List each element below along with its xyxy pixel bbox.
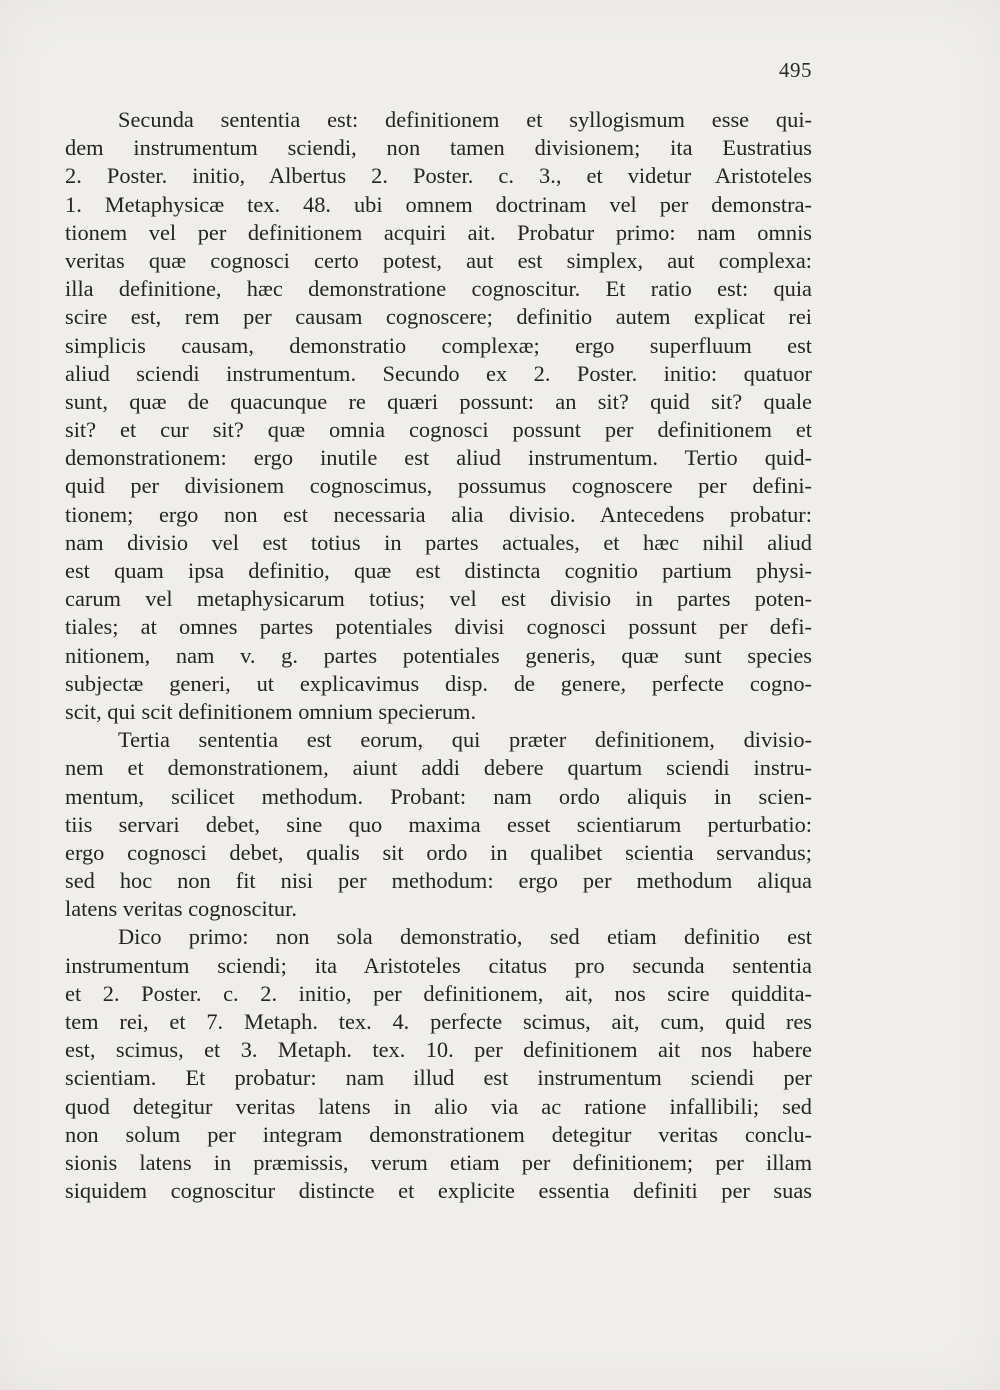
text-line: sionis latens in præmissis, verum etiam per definitionem; per illam xyxy=(65,1149,812,1175)
text-line: veritas quæ cognosci certo potest, aut est simplex, aut complexa: xyxy=(65,247,812,273)
text-line: scientiam. Et probatur: nam illud est instrumentum sciendi per xyxy=(65,1065,812,1091)
text-line: quod detegitur veritas latens in alio via ac ratione infallibili; sed xyxy=(65,1093,812,1119)
text-line: subjectæ generi, ut explicavimus disp. de genere, perfecte cogno- xyxy=(65,670,812,696)
text-line: sit? et cur sit? quæ omnia cognosci possunt per definitionem et xyxy=(65,417,812,443)
text-line: aliud sciendi instrumentum. Secundo ex 2. Poster. initio: quatuor xyxy=(65,360,812,386)
text-line: tionem; ergo non est necessaria alia divisio. Antecedens probatur: xyxy=(65,501,812,527)
text-line: tem rei, et 7. Metaph. tex. 4. perfecte scimus, ait, cum, quid res xyxy=(65,1009,812,1034)
text-line: est, scimus, et 3. Metaph. tex. 10. per definitionem ait nos habere xyxy=(65,1037,812,1063)
text-line: Secunda sententia est: definitionem et syllogismum esse qui- xyxy=(118,107,812,132)
text-line: quid per divisionem cognoscimus, possumus cognoscere per defini- xyxy=(65,473,812,499)
text-line: non solum per integram demonstrationem detegitur veritas conclu- xyxy=(65,1121,812,1147)
text-line: tiales; at omnes partes potentiales divisi cognosci possunt per defi- xyxy=(65,614,812,640)
text-line: latens veritas cognoscitur. xyxy=(65,896,297,922)
text-line: nam divisio vel est totius in partes actuales, et hæc nihil aliud xyxy=(65,529,812,555)
text-line: tionem vel per definitionem acquiri ait. Probatur primo: nam omnis xyxy=(65,219,812,245)
text-line: 1. Metaphysicæ tex. 48. ubi omnem doctrinam vel per demonstra- xyxy=(65,191,812,217)
text-line: sed hoc non fit nisi per methodum: ergo per methodum aliqua xyxy=(65,868,812,894)
text-line: nem et demonstrationem, aiunt addi debere quartum sciendi instru- xyxy=(65,755,812,781)
text-line: tiis servari debet, sine quo maxima esset scientiarum perturbatio: xyxy=(65,811,812,837)
text-line: scire est, rem per causam cognoscere; definitio autem explicat rei xyxy=(65,304,812,330)
text-line: 2. Poster. initio, Albertus 2. Poster. c. 3., et videtur Aristoteles xyxy=(65,163,812,189)
text-line: Tertia sententia est eorum, qui præter definitionem, divisio- xyxy=(118,727,812,753)
text-line: instrumentum sciendi; ita Aristoteles citatus pro secunda sententia xyxy=(65,952,812,978)
text-line: carum vel metaphysicarum totius; vel est divisio in partes poten- xyxy=(65,586,812,612)
text-line: mentum, scilicet methodum. Probant: nam ordo aliquis in scien- xyxy=(65,783,812,809)
text-line: scit, qui scit definitionem omnium specierum. xyxy=(65,698,477,724)
text-line: Dico primo: non sola demonstratio, sed etiam definitio est xyxy=(118,924,812,950)
text-line: ergo cognosci debet, qualis sit ordo in qualibet scientia servandus; xyxy=(65,839,812,865)
text-line: dem instrumentum sciendi, non tamen divisionem; ita Eustratius xyxy=(65,135,812,161)
text-line: nitionem, nam v. g. partes potentiales generis, quæ sunt species xyxy=(65,642,812,668)
text-line: est quam ipsa definitio, quæ est distincta cognitio partium physi- xyxy=(65,558,812,583)
text-line: siquidem cognoscitur distincte et explicite essentia definiti per suas xyxy=(65,1178,812,1204)
text-line: demonstrationem: ergo inutile est aliud instrumentum. Tertio quid- xyxy=(65,445,812,471)
text-line: sunt, quæ de quacunque re quæri possunt: an sit? quid sit? quale xyxy=(65,388,812,414)
body-text xyxy=(65,106,812,1205)
page-number: 495 xyxy=(779,58,812,82)
text-line: simplicis causam, demonstratio complexæ; ergo superfluum est xyxy=(65,332,812,358)
text-line: et 2. Poster. c. 2. initio, per definitionem, ait, nos scire quiddita- xyxy=(65,980,812,1006)
text-line: illa definitione, hæc demonstratione cognoscitur. Et ratio est: quia xyxy=(65,276,812,302)
